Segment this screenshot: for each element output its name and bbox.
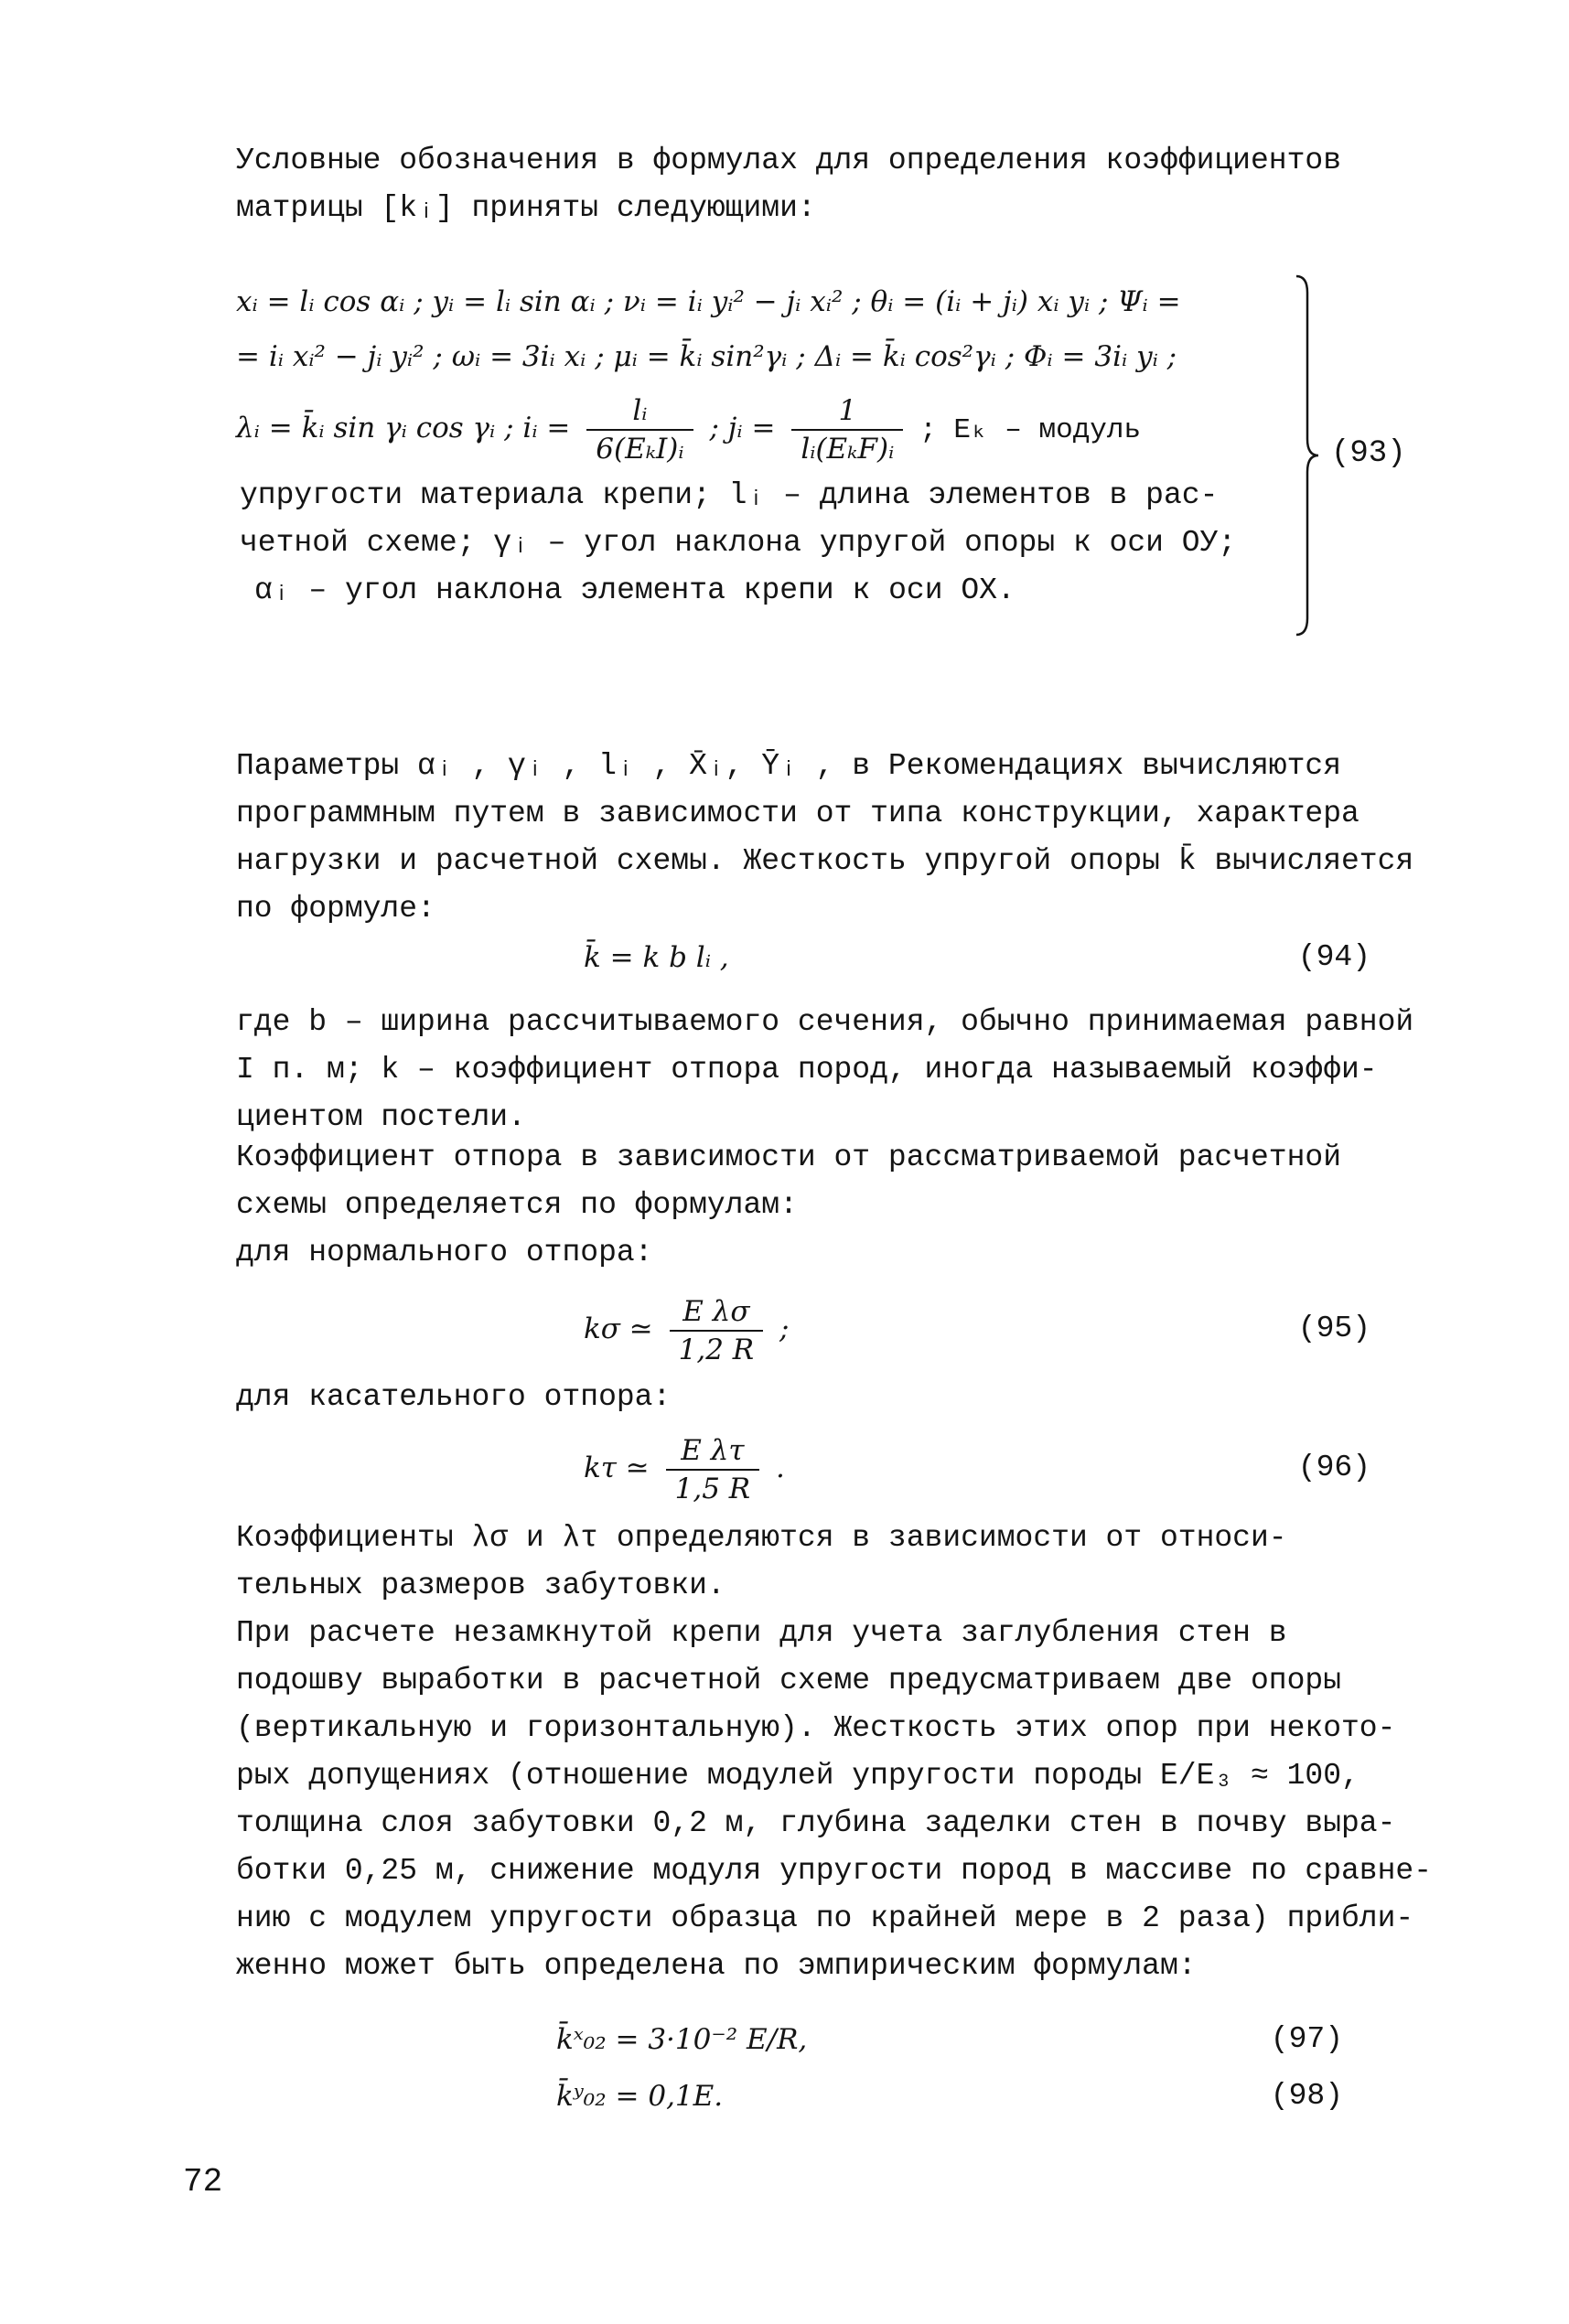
label-normal: для нормального отпора:	[236, 1236, 653, 1269]
text-line: программным путем в зависимости от типа конструкции, характера	[236, 797, 1359, 830]
text-line: схемы определяется по формулам:	[236, 1188, 798, 1222]
equation-number-93: (93)	[1331, 436, 1406, 471]
j-lhs: ; jᵢ =	[709, 412, 776, 444]
label-tangent: для касательного отпора:	[236, 1380, 672, 1414]
formula-94	[236, 930, 1370, 985]
page-number: 72	[183, 2163, 223, 2201]
text-line: толщина слоя забутовки 0,2 м, глубина заделки стен в почву выра-	[236, 1806, 1396, 1840]
text-line: При расчете незамкнутой крепи для учета заглубления стен в	[236, 1616, 1287, 1650]
i-denominator: 6(EₖI)ᵢ	[596, 432, 684, 466]
formula-94-expression: k̄ = k b lᵢ ,	[584, 941, 729, 974]
lambda-expression: λᵢ = k̄ᵢ sin γᵢ cos γᵢ ;	[236, 412, 514, 444]
text-line: Коэффициент отпора в зависимости от рассматриваемой расчетной	[236, 1141, 1341, 1174]
modulus-text: ; Eₖ – модуль	[919, 414, 1142, 446]
formula-96-expression	[584, 1427, 785, 1509]
text-line: нию с модулем упругости образца по крайней мере в 2 раза) прибли-	[236, 1901, 1414, 1935]
j-denominator: lᵢ(EₖF)ᵢ	[801, 432, 895, 466]
lambda-paragraph	[236, 1515, 1407, 1610]
formula-97-expression: k̄ˣ₀₂ = 3·10⁻² E/R,	[556, 2023, 808, 2056]
formula-96-fraction	[666, 1432, 760, 1507]
text-line: Параметры αᵢ , γᵢ , lᵢ , X̄ᵢ, Ȳᵢ , в Рекомендациях вычисляются	[236, 749, 1341, 783]
formula-93-group	[236, 274, 1288, 615]
equation-number-96: (96)	[1297, 1451, 1370, 1484]
text-line: (вертикальную и горизонтальную). Жесткость этих опор при некото-	[236, 1711, 1396, 1745]
equation-number-97: (97)	[1270, 2022, 1343, 2056]
formula-93-line1: xᵢ = lᵢ cos αᵢ ; yᵢ = lᵢ sin αᵢ ; νᵢ = iᵢ yᵢ² − jᵢ xᵢ² ; θᵢ = (iᵢ + jᵢ) xᵢ yᵢ ; Ψᵢ =	[236, 285, 1181, 318]
j-numerator: 1	[791, 392, 903, 431]
formula-96	[236, 1427, 1370, 1509]
formula-95-lhs: kσ ≃	[584, 1312, 653, 1345]
open-lining-paragraph	[236, 1610, 1433, 1990]
formula-96-denominator: 1,5 R	[674, 1472, 751, 1505]
formula-95-numerator: E λσ	[670, 1293, 764, 1332]
params-paragraph	[236, 743, 1414, 933]
text-line: женно может быть определена по эмпирическим формулам:	[236, 1949, 1197, 1983]
formula-95-expression	[584, 1288, 789, 1370]
equation-number-95: (95)	[1297, 1312, 1370, 1345]
text-line: подошву выработки в расчетной схеме предусматриваем две опоры	[236, 1664, 1341, 1697]
text-line: циентом постели.	[236, 1100, 526, 1134]
formula-96-punct: .	[775, 1451, 785, 1484]
text-line: Коэффициенты λσ и λτ определяются в зависимости от относи-	[236, 1521, 1287, 1555]
formula-95-fraction	[670, 1293, 764, 1368]
right-brace	[1295, 274, 1320, 637]
text-line: матрицы [kᵢ] приняты следующими:	[236, 191, 816, 225]
text-line: тельных размеров забутовки.	[236, 1569, 725, 1602]
text-line: рых допущениях (отношение модулей упругости породы E/E₃ ≈ 100,	[236, 1759, 1359, 1793]
text-line: ботки 0,25 м, снижение модуля упругости пород в массиве по сравне-	[236, 1854, 1433, 1888]
text-line: где b – ширина рассчитываемого сечения, обычно принимаемая равной	[236, 1005, 1414, 1039]
formula-95-denominator: 1,2 R	[678, 1333, 755, 1366]
formula-97	[236, 2012, 1343, 2067]
formula-95	[236, 1288, 1370, 1370]
text-line: I п. м; k – коэффициент отпора пород, иногда называемый коэффи-	[236, 1053, 1378, 1087]
formula-98-expression: k̄ʸ₀₂ = 0,1E.	[556, 2080, 724, 2113]
i-lhs: iᵢ =	[522, 412, 571, 444]
formula-93-line2: = iᵢ xᵢ² − jᵢ yᵢ² ; ωᵢ = 3iᵢ xᵢ ; μᵢ = k̄ᵢ sin²γᵢ ; Δᵢ = k̄ᵢ cos²γᵢ ; Φᵢ = 3iᵢ yᵢ ;	[236, 340, 1177, 373]
where-paragraph	[236, 999, 1414, 1141]
i-numerator: lᵢ	[586, 392, 693, 431]
formula-96-numerator: E λτ	[666, 1432, 760, 1471]
text-line: нагрузки и расчетной схемы. Жесткость упругой опоры k̄ вычисляется	[236, 844, 1414, 878]
equation-number-94: (94)	[1297, 940, 1370, 974]
formula-93-line3	[236, 384, 1288, 472]
formula-93-text3: αᵢ – угол наклона элемента крепи к оси ОХ.	[254, 573, 1016, 607]
equation-number-98: (98)	[1270, 2079, 1343, 2113]
formula-93-text1: упругости материала крепи; lᵢ – длина элементов в рас-	[240, 478, 1219, 512]
text-line: по формуле:	[236, 892, 435, 926]
coefficient-paragraph	[236, 1134, 1407, 1277]
formula-95-punct: ;	[779, 1312, 790, 1345]
text-line: Условные обозначения в формулах для определения коэффициентов	[236, 144, 1341, 177]
tangent-label-block	[236, 1374, 1407, 1421]
formula-98	[236, 2069, 1343, 2124]
formula-96-lhs: kτ ≃	[584, 1451, 650, 1484]
i-fraction	[586, 392, 693, 467]
intro-paragraph	[236, 137, 1407, 232]
formula-93-text2: четной схеме; γᵢ – угол наклона упругой опоры к оси ОУ;	[240, 526, 1237, 560]
j-fraction	[791, 392, 903, 467]
